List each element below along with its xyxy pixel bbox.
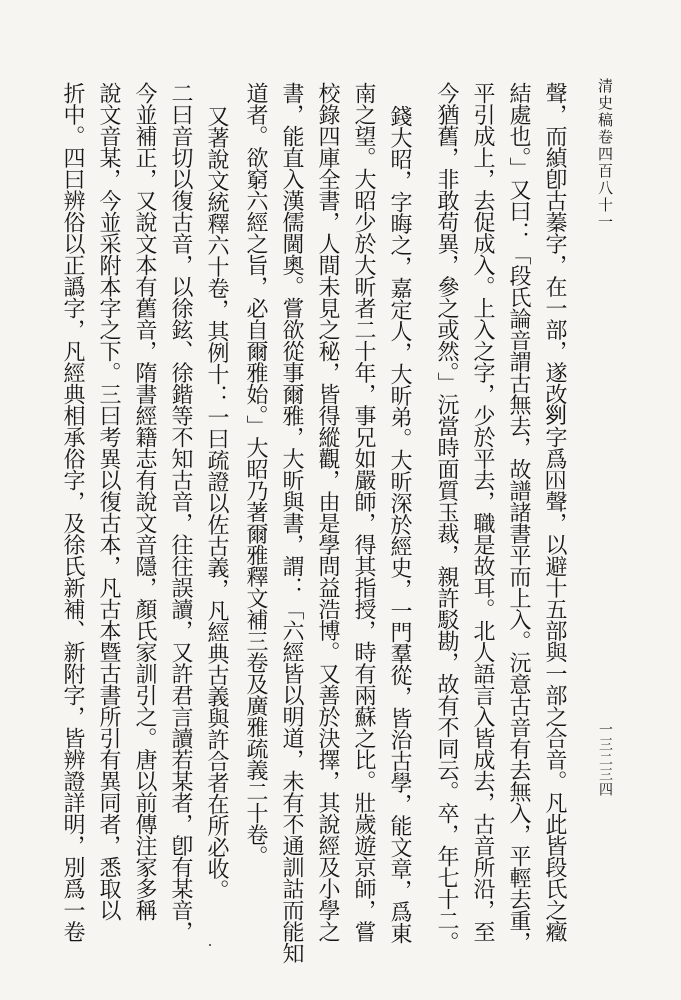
text-column-14: 折中。四曰辨俗以正譌字，凡經典相承俗字，及徐氏新補、新附字，皆辨證詳明，別爲一卷 bbox=[60, 82, 85, 942]
text-column-7: 校錄四庫全書，人間未見之秘，皆得縱觀，由是學問益浩博。又善於決擇，其說經及小學之 bbox=[315, 82, 340, 942]
text-column-12: 今並補正，又說文本有舊音，隋書經籍志有說文音隱，顏氏家訓引之。唐以前傳注家多稱 bbox=[132, 82, 157, 921]
print-speck bbox=[209, 944, 211, 946]
text-column-5: 錢大昭，字晦之，嘉定人，大昕弟。大昕深於經史，一門羣從，皆治古學，能文章，爲東 bbox=[387, 105, 412, 944]
text-column-1: 聲，而緽卽古蓁字，在一部，遂改𠛱字爲𡆧聲，以避十五部與一部之合音。凡此皆段氏之癥 bbox=[542, 82, 567, 942]
text-column-8: 書，能直入漢儒閫奧。嘗欲從事爾雅，大昕與書，謂：「六經皆以明道，未有不通訓詁而能知 bbox=[279, 82, 304, 964]
text-column-9: 道者。欲窮六經之旨，必自爾雅始。」大昭乃著爾雅釋文補三卷及廣雅疏義二十卷。 bbox=[243, 82, 268, 867]
text-column-6: 南之望。大昭少於大昕者二十年，事兄如嚴師，得其指授，時有兩蘇之比。壯歲遊京師，嘗 bbox=[351, 82, 376, 942]
text-column-3: 平引成上，去促成入。上入之字，少於平去，職是故耳。北人語言入皆成去，古音所沿，至 bbox=[470, 82, 495, 942]
text-column-11: 二曰音切以復古音，以徐鉉、徐鍇等不知古音，往往誤讀，又許君言讀若某者，卽有某音， bbox=[168, 82, 193, 942]
text-column-2: 結處也。」又曰：「段氏論音謂古無去，故譜諸書平而上入。沅意古音有去無入，平輕去重， bbox=[506, 82, 531, 953]
text-column-13: 說文音某，今並采附本字之下。三曰考異以復古本，凡古本暨古書所引有異同者，悉取以 bbox=[96, 82, 121, 921]
text-column-10: 又著說文統釋六十卷，其例十：一曰疏證以佐古義，凡經典古義與許合者在所必收。 bbox=[204, 105, 229, 901]
running-header: 清史稿卷四百八十一 bbox=[596, 78, 614, 231]
page-number: 一三二三四 bbox=[597, 722, 613, 797]
text-column-4: 今猶舊，非敢苟異，參之或然。」沅當時面質玉裁，親許駁勘，故有不同云。卒，年七十二。 bbox=[434, 82, 459, 953]
